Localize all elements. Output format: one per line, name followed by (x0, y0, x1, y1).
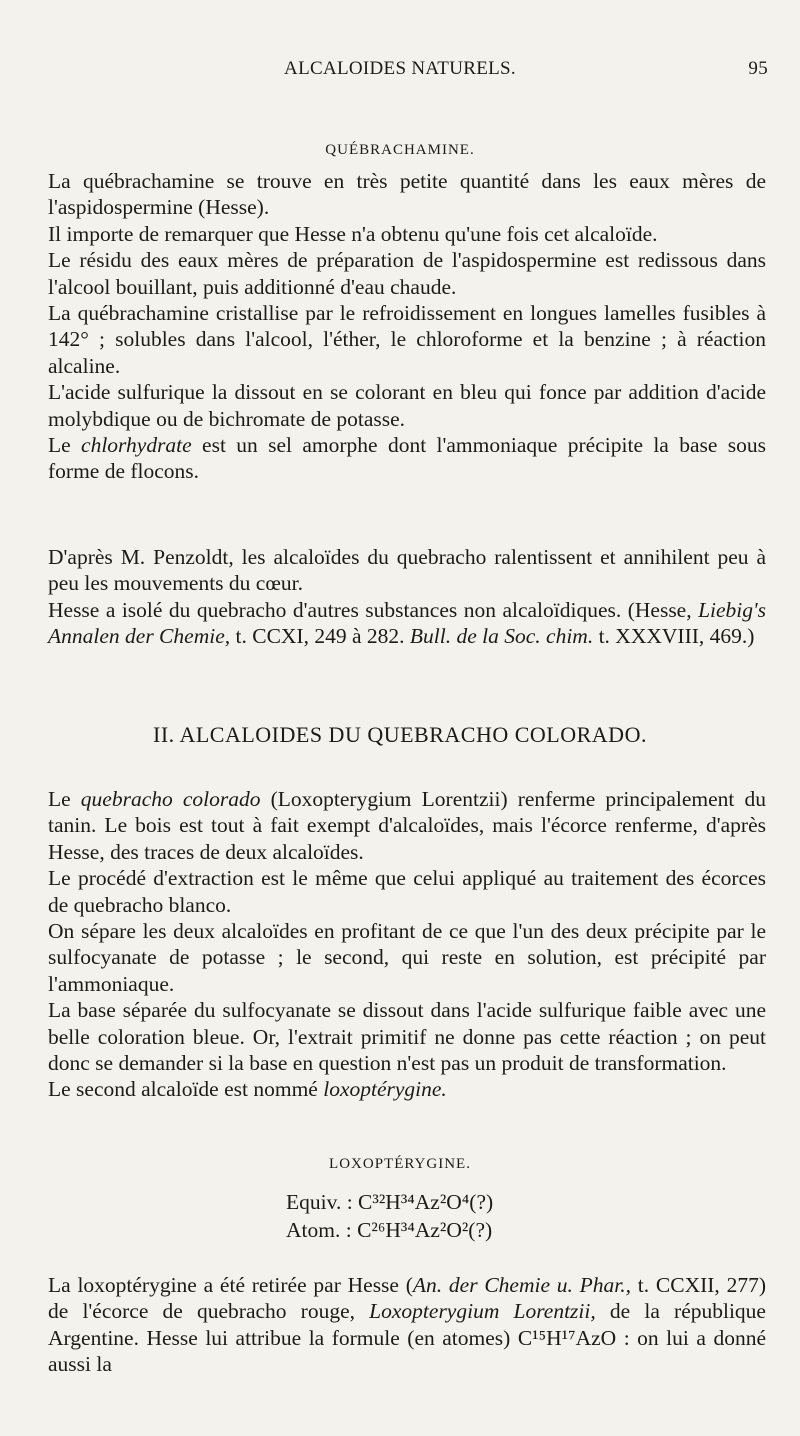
paragraph-loxopterygine (48, 1272, 766, 1378)
paragraph: Le résidu des eaux mères de préparation de l'aspidospermine est redissous dans l'alcool bouillant, puis additionné d'eau chaude. (48, 248, 766, 299)
italic-citation: Bull. de la Soc. chim. (409, 624, 594, 649)
section2-body (48, 786, 766, 1103)
page-number: 95 (748, 58, 768, 79)
formula-atom: Atom. : C²⁶H³⁴Az²O²(?) (286, 1218, 493, 1242)
page-header (0, 58, 800, 82)
text-run: Le (48, 433, 82, 458)
italic-term: loxoptérygine. (323, 1077, 447, 1102)
paragraph: Il importe de remarquer que Hesse n'a obtenu qu'une fois cet alcaloïde. (48, 221, 658, 246)
paragraph: La québrachamine cristallise par le refroidissement en longues lamelles fusibles à 142° ; solubles dans l'alcool, l'éther, le chloroforme et la benzine ; à réaction alcaline. (48, 301, 766, 378)
section-title-quebrachamine: QUÉBRACHAMINE. (325, 142, 475, 158)
paragraph: On sépare les deux alcaloïdes en profitant de ce que l'un des deux précipite par le sulfocyanate de potasse ; le second, qui reste en solution, est précipité par l'ammoniaque. (48, 919, 766, 996)
paragraph: Le procédé d'extraction est le même que celui appliqué au traitement des écorces de quebracho blanco. (48, 866, 766, 917)
italic-citation: An. der Chemie u. Phar., (412, 1273, 632, 1297)
paragraph-intro (48, 786, 766, 865)
text-run: de la république Argentine. Hesse lui attribue la formule (en atomes) C¹⁵H¹⁷AzO : on lui a donné aussi la (48, 1299, 766, 1377)
running-title: ALCALOIDES NATURELS. (284, 58, 516, 79)
italic-term: Loxopterygium Lorentzii, (369, 1299, 596, 1324)
text-run: t. XXXVIII, 469.) (593, 624, 755, 649)
text-run: est un sel amorphe dont l'ammoniaque précipite la base sous forme de flocons. (48, 433, 766, 484)
italic-term: quebracho colorado (80, 787, 261, 811)
italic-term: chlorhydrate (81, 433, 192, 458)
paragraph: L'acide sulfurique la dissout en se colorant en bleu qui fonce par addition d'acide molybdique ou de bichromate de potasse. (48, 380, 766, 431)
paragraph-second-alkaloid (48, 1076, 766, 1102)
section3-body (48, 1272, 766, 1378)
text-run: t. CCXII, 277) de l'écorce de quebracho rouge, (48, 1273, 766, 1324)
text-run: (Loxopterygium Lorentzii) renferme principalement du tanin. Le bois est tout à fait exempt d'alcaloïdes, mais l'écorce renferme, d'après Hesse, des traces de deux alcaloïdes. (48, 787, 766, 864)
paragraph-chlorhydrate (48, 432, 766, 485)
text-run: Le (48, 787, 81, 811)
section1-notes (48, 544, 766, 650)
section-title-loxopterygine: LOXOPTÉRYGINE. (329, 1156, 471, 1172)
text-run: La loxoptérygine a été retirée par Hesse ( (48, 1273, 413, 1297)
section1-body (48, 168, 766, 485)
italic-citation: Liebig's Annalen der Chemie, (48, 597, 766, 649)
section-title-quebracho-colorado: II. ALCALOIDES DU QUEBRACHO COLORADO. (153, 722, 647, 747)
paragraph: La québrachamine se trouve en très petite quantité dans les eaux mères de l'aspidospermine (Hesse). (48, 169, 766, 220)
text-run: Hesse a isolé du quebracho d'autres substances non alcaloïdiques. (Hesse, (48, 597, 699, 622)
text-run: Le second alcaloïde est nommé (48, 1077, 324, 1102)
paragraph: La base séparée du sulfocyanate se dissout dans l'acide sulfurique faible avec une belle coloration bleue. Or, l'extrait primitif ne donne pas cette réaction ; on peut donc se demander si la base en question n'est pas un produit de transformation. (48, 998, 766, 1076)
paragraph-penzoldt: D'après M. Penzoldt, les alcaloïdes du quebracho ralentissent et annihilent peu à peu les mouvements du cœur. (48, 545, 766, 596)
formula-equiv: Equiv. : C³²H³⁴Az²O⁴(?) (286, 1190, 494, 1214)
text-run: t. CCXI, 249 à 282. (230, 624, 410, 649)
paragraph-hesse-reference (48, 597, 766, 650)
